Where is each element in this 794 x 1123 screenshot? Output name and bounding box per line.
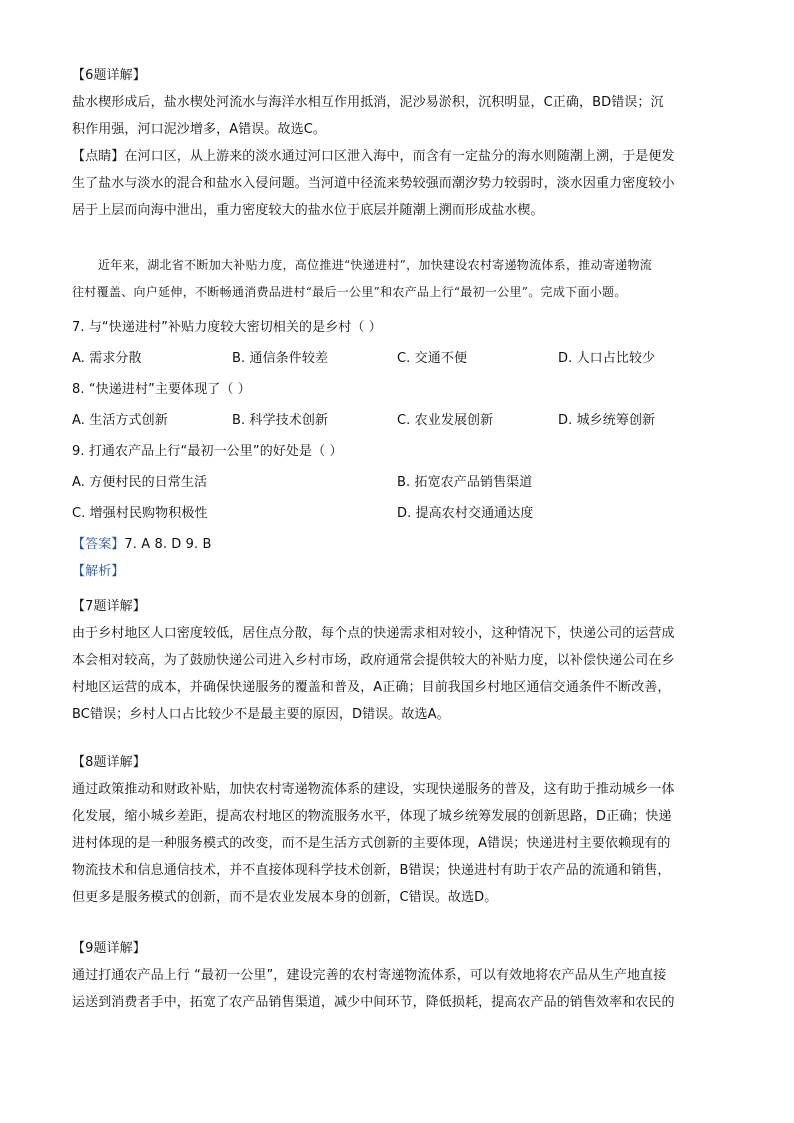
- q6-detail-header: 【6题详解】: [72, 68, 146, 83]
- q7-detail-line: 由于乡村地区人口密度较低，居住点分散，每个点的快递需求相对较小，这种情况下，快递公司的运营成: [72, 626, 675, 641]
- q9-detail-line: 通过打通农产品上行 “最初一公里”，建设完善的农村寄递物流体系，可以有效地将农产品从生产地直接: [72, 968, 667, 983]
- material-passage: [72, 252, 720, 306]
- question-9: [72, 436, 720, 529]
- q9-detail-section: [72, 935, 720, 1016]
- question-8: [72, 374, 720, 436]
- question-9-option-d: D. 提高农村交通通达度: [397, 506, 534, 521]
- question-8-option-d: D. 城乡统筹创新: [558, 413, 656, 428]
- q7-detail-header: 【7题详解】: [72, 599, 146, 614]
- question-7-options: [72, 343, 720, 374]
- question-9-options-row-2: [72, 498, 720, 529]
- question-9-option-b: B. 拓宽农产品销售渠道: [397, 475, 533, 490]
- q8-detail-line: 通过政策推动和财政补贴，加快农村寄递物流体系的建设，实现快递服务的普及，这有助于推动城乡一体: [72, 782, 675, 797]
- question-8-option-c: C. 农业发展创新: [397, 413, 494, 428]
- q7-detail-section: [72, 593, 720, 728]
- question-7-stem: 7. 与“快递进村”补贴力度较大密切相关的是乡村（ ）: [72, 320, 382, 335]
- question-8-stem: 8. “快递进村”主要体现了（ ）: [72, 382, 251, 397]
- answer-section: [72, 531, 720, 585]
- question-9-options-row-1: [72, 467, 720, 498]
- q6-detail-line: 盐水楔形成后，盐水楔处河流水与海洋水相互作用抵消，泥沙易淤积，沉积明显，C正确，BD错误；沉: [72, 95, 664, 110]
- question-8-options: [72, 405, 720, 436]
- q9-detail-line: 运送到消费者手中，拓宽了农产品销售渠道，减少中间环节，降低损耗，提高农产品的销售效率和农民的: [72, 995, 675, 1010]
- question-7: [72, 312, 720, 374]
- q6-detail-line: 积作用强，河口泥沙增多，A错误。故选C。: [72, 122, 326, 137]
- tip-line: 【点睛】在河口区，从上游来的淡水通过河口区泄入海中，而含有一定盐分的海水则随潮上溯，于是便发: [72, 149, 675, 164]
- q7-detail-line: 本会相对较高，为了鼓励快递公司进入乡村市场，政府通常会提供较大的补贴力度，以补偿快递公司在乡: [72, 653, 675, 668]
- q8-detail-line: 物流技术和信息通信技术，并不直接体现科学技术创新，B错误；快递进村有助于农产品的流通和销售，: [72, 863, 671, 878]
- tip-line: 生了盐水与淡水的混合和盐水入侵问题。当河道中径流来势较强而潮汐势力较弱时，淡水因重力密度较小: [72, 176, 675, 191]
- question-8-option-a: A. 生活方式创新: [72, 413, 168, 428]
- question-9-option-a: A. 方便村民的日常生活: [72, 475, 208, 490]
- q8-detail-line: 进村体现的是一种服务模式的改变，而不是生活方式创新的主要体现，A错误；快递进村主要依赖现有的: [72, 836, 671, 851]
- analysis-label: 【解析】: [72, 564, 125, 579]
- q9-detail-header: 【9题详解】: [72, 941, 146, 956]
- question-7-option-a: A. 需求分散: [72, 351, 142, 366]
- q8-detail-line: 化发展，缩小城乡差距，提高农村地区的物流服务水平，体现了城乡统筹发展的创新思路，D正确；快递: [72, 809, 672, 824]
- material-line: 往村覆盖、向户延伸，不断畅通消费品进村“最后一公里”和农产品上行“最初一公里”。完成下面小题。: [72, 285, 627, 299]
- question-9-option-c: C. 增强村民购物积极性: [72, 506, 208, 521]
- q8-detail-section: [72, 749, 720, 911]
- q6-detail-section: [72, 62, 720, 143]
- q7-detail-line: 村地区运营的成本，并确保快递服务的覆盖和普及，A正确；目前我国乡村地区通信交通条件不断改善，: [72, 680, 671, 695]
- q8-detail-line: 但更多是服务模式的创新，而不是农业发展本身的创新，C错误。故选D。: [72, 890, 498, 905]
- q7-detail-line: BC错误；乡村人口占比较少不是最主要的原因，D错误。故选A。: [72, 707, 450, 722]
- material-line: 近年来，湖北省不断加大补贴力度，高位推进“快递进村”，加快建设农村寄递物流体系，推动寄递物流: [98, 258, 653, 272]
- q8-detail-header: 【8题详解】: [72, 755, 146, 770]
- question-8-option-b: B. 科学技术创新: [232, 413, 329, 428]
- question-7-option-d: D. 人口占比较少: [558, 351, 656, 366]
- question-7-option-c: C. 交通不便: [397, 351, 468, 366]
- answer-label: 【答案】: [72, 537, 125, 552]
- tip-line: 居于上层而向海中泄出，重力密度较大的盐水位于底层并随潮上溯而形成盐水楔。: [72, 203, 544, 218]
- tip-section: [72, 143, 720, 224]
- question-9-stem: 9. 打通农产品上行“最初一公里”的好处是（ ）: [72, 444, 343, 459]
- answer-line: [72, 531, 720, 558]
- question-7-option-b: B. 通信条件较差: [232, 351, 329, 366]
- answer-values: 7. A 8. D 9. B: [124, 537, 212, 552]
